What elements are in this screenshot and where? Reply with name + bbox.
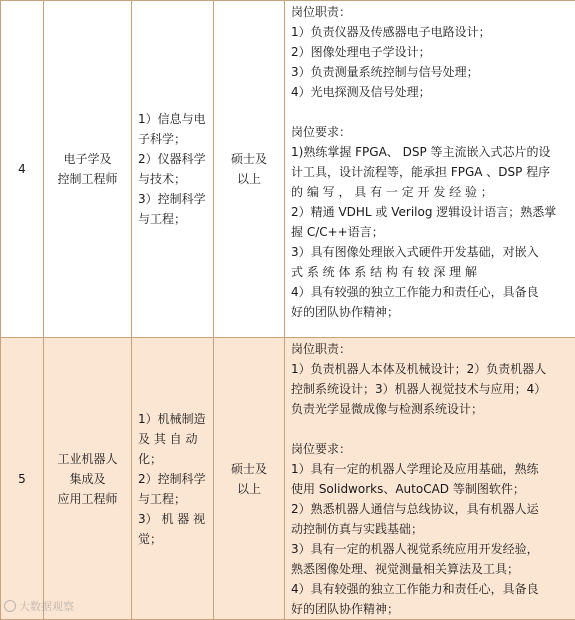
degree-line: 以上	[214, 169, 284, 189]
major-line: 与技术；	[138, 169, 208, 189]
major-line: 子科学；	[138, 129, 208, 149]
row-number-cell	[1, 1, 44, 338]
watermark	[4, 598, 74, 614]
major-cell	[132, 338, 214, 620]
job-title-cell	[44, 338, 132, 620]
requirement-line: 式 系 统 体 系 结 构 有 较 深 理 解	[291, 262, 569, 282]
duty-line: 控制系统设计；3）机器人视觉技术与应用；4）	[291, 379, 569, 399]
major-line: 2）控制科学	[138, 469, 208, 489]
job-title-line: 工业机器人	[44, 449, 131, 469]
requirement-line: 的 编 写 ， 具 有 一 定 开 发 经 验 ；	[291, 182, 569, 202]
major-line: 3）控制科学	[138, 189, 208, 209]
duty-heading: 岗位职责：	[291, 2, 569, 22]
requirement-line: 好的团队协作精神；	[291, 599, 569, 619]
degree-line: 以上	[214, 479, 284, 499]
requirement-heading: 岗位要求：	[291, 122, 569, 142]
duty-line: 负责光学显微成像与检测系统设计；	[291, 399, 569, 419]
duty-line: 3）负责测量系统控制与信号处理；	[291, 62, 569, 82]
table-row	[1, 1, 575, 338]
major-line: 与工程；	[138, 209, 208, 229]
requirement-line: 好的团队协作精神；	[291, 302, 569, 322]
major-line: 1）信息与电	[138, 109, 208, 129]
requirement-line: 动控制仿真与实践基础；	[291, 519, 569, 539]
duty-line: 4）光电探测及信号处理；	[291, 82, 569, 102]
degree-cell	[214, 338, 285, 620]
requirement-line: 3）具有图像处理嵌入式硬件开发基础，对嵌入	[291, 242, 569, 262]
spacer	[291, 102, 569, 122]
job-title-cell	[44, 1, 132, 338]
duty-line: 1）负责仪器及传感器电子电路设计；	[291, 22, 569, 42]
requirement-line: 3）具有一定的机器人视觉系统应用开发经验，	[291, 539, 569, 559]
major-line: 与工程；	[138, 489, 208, 509]
row-number-cell	[1, 338, 44, 620]
requirement-heading: 岗位要求：	[291, 439, 569, 459]
major-line: 及 其 自 动	[138, 429, 208, 449]
watermark-text: 大数据观察	[19, 598, 74, 614]
duty-cell	[285, 1, 575, 338]
spacer	[291, 419, 569, 439]
major-line: 3） 机 器 视	[138, 509, 208, 529]
job-title-line: 集成及	[44, 469, 131, 489]
table-row	[1, 338, 575, 620]
requirement-line: 2）熟悉机器人通信与总线协议，具有机器人运	[291, 499, 569, 519]
job-title-line: 控制工程师	[44, 169, 131, 189]
row-number: 5	[18, 472, 26, 486]
degree-line: 硕士及	[214, 149, 284, 169]
requirement-line: 1)熟练掌握 FPGA、 DSP 等主流嵌入式芯片的设	[291, 142, 569, 162]
degree-line: 硕士及	[214, 459, 284, 479]
job-title-line: 电子学及	[44, 149, 131, 169]
major-line: 化；	[138, 449, 208, 469]
requirement-line: 使用 Solidworks、AutoCAD 等制图软件；	[291, 479, 569, 499]
requirement-line: 1）具有一定的机器人学理论及应用基础，熟练	[291, 459, 569, 479]
row-number: 4	[18, 162, 26, 176]
requirement-line: 4）具有较强的独立工作能力和责任心，具备良	[291, 282, 569, 302]
degree-cell	[214, 1, 285, 338]
major-cell	[132, 1, 214, 338]
duty-cell	[285, 338, 575, 620]
watermark-logo-icon	[4, 600, 16, 612]
requirement-line: 握 C/C++语言；	[291, 222, 569, 242]
job-title-line: 应用工程师	[44, 489, 131, 509]
requirement-line: 2）精通 VDHL 或 Verilog 逻辑设计语言；熟悉掌	[291, 202, 569, 222]
duty-line: 1）负责机器人本体及机械设计；2）负责机器人	[291, 359, 569, 379]
major-line: 2）仪器科学	[138, 149, 208, 169]
duty-line: 2）图像处理电子学设计；	[291, 42, 569, 62]
requirement-line: 计工具，设计流程等，能承担 FPGA 、DSP 程序	[291, 162, 569, 182]
duty-heading: 岗位职责：	[291, 339, 569, 359]
requirement-line: 熟悉图像处理、视觉测量相关算法及工具；	[291, 559, 569, 579]
major-line: 1）机械制造	[138, 409, 208, 429]
requirement-line: 4）具有较强的独立工作能力和责任心，具备良	[291, 579, 569, 599]
major-line: 觉；	[138, 529, 208, 549]
